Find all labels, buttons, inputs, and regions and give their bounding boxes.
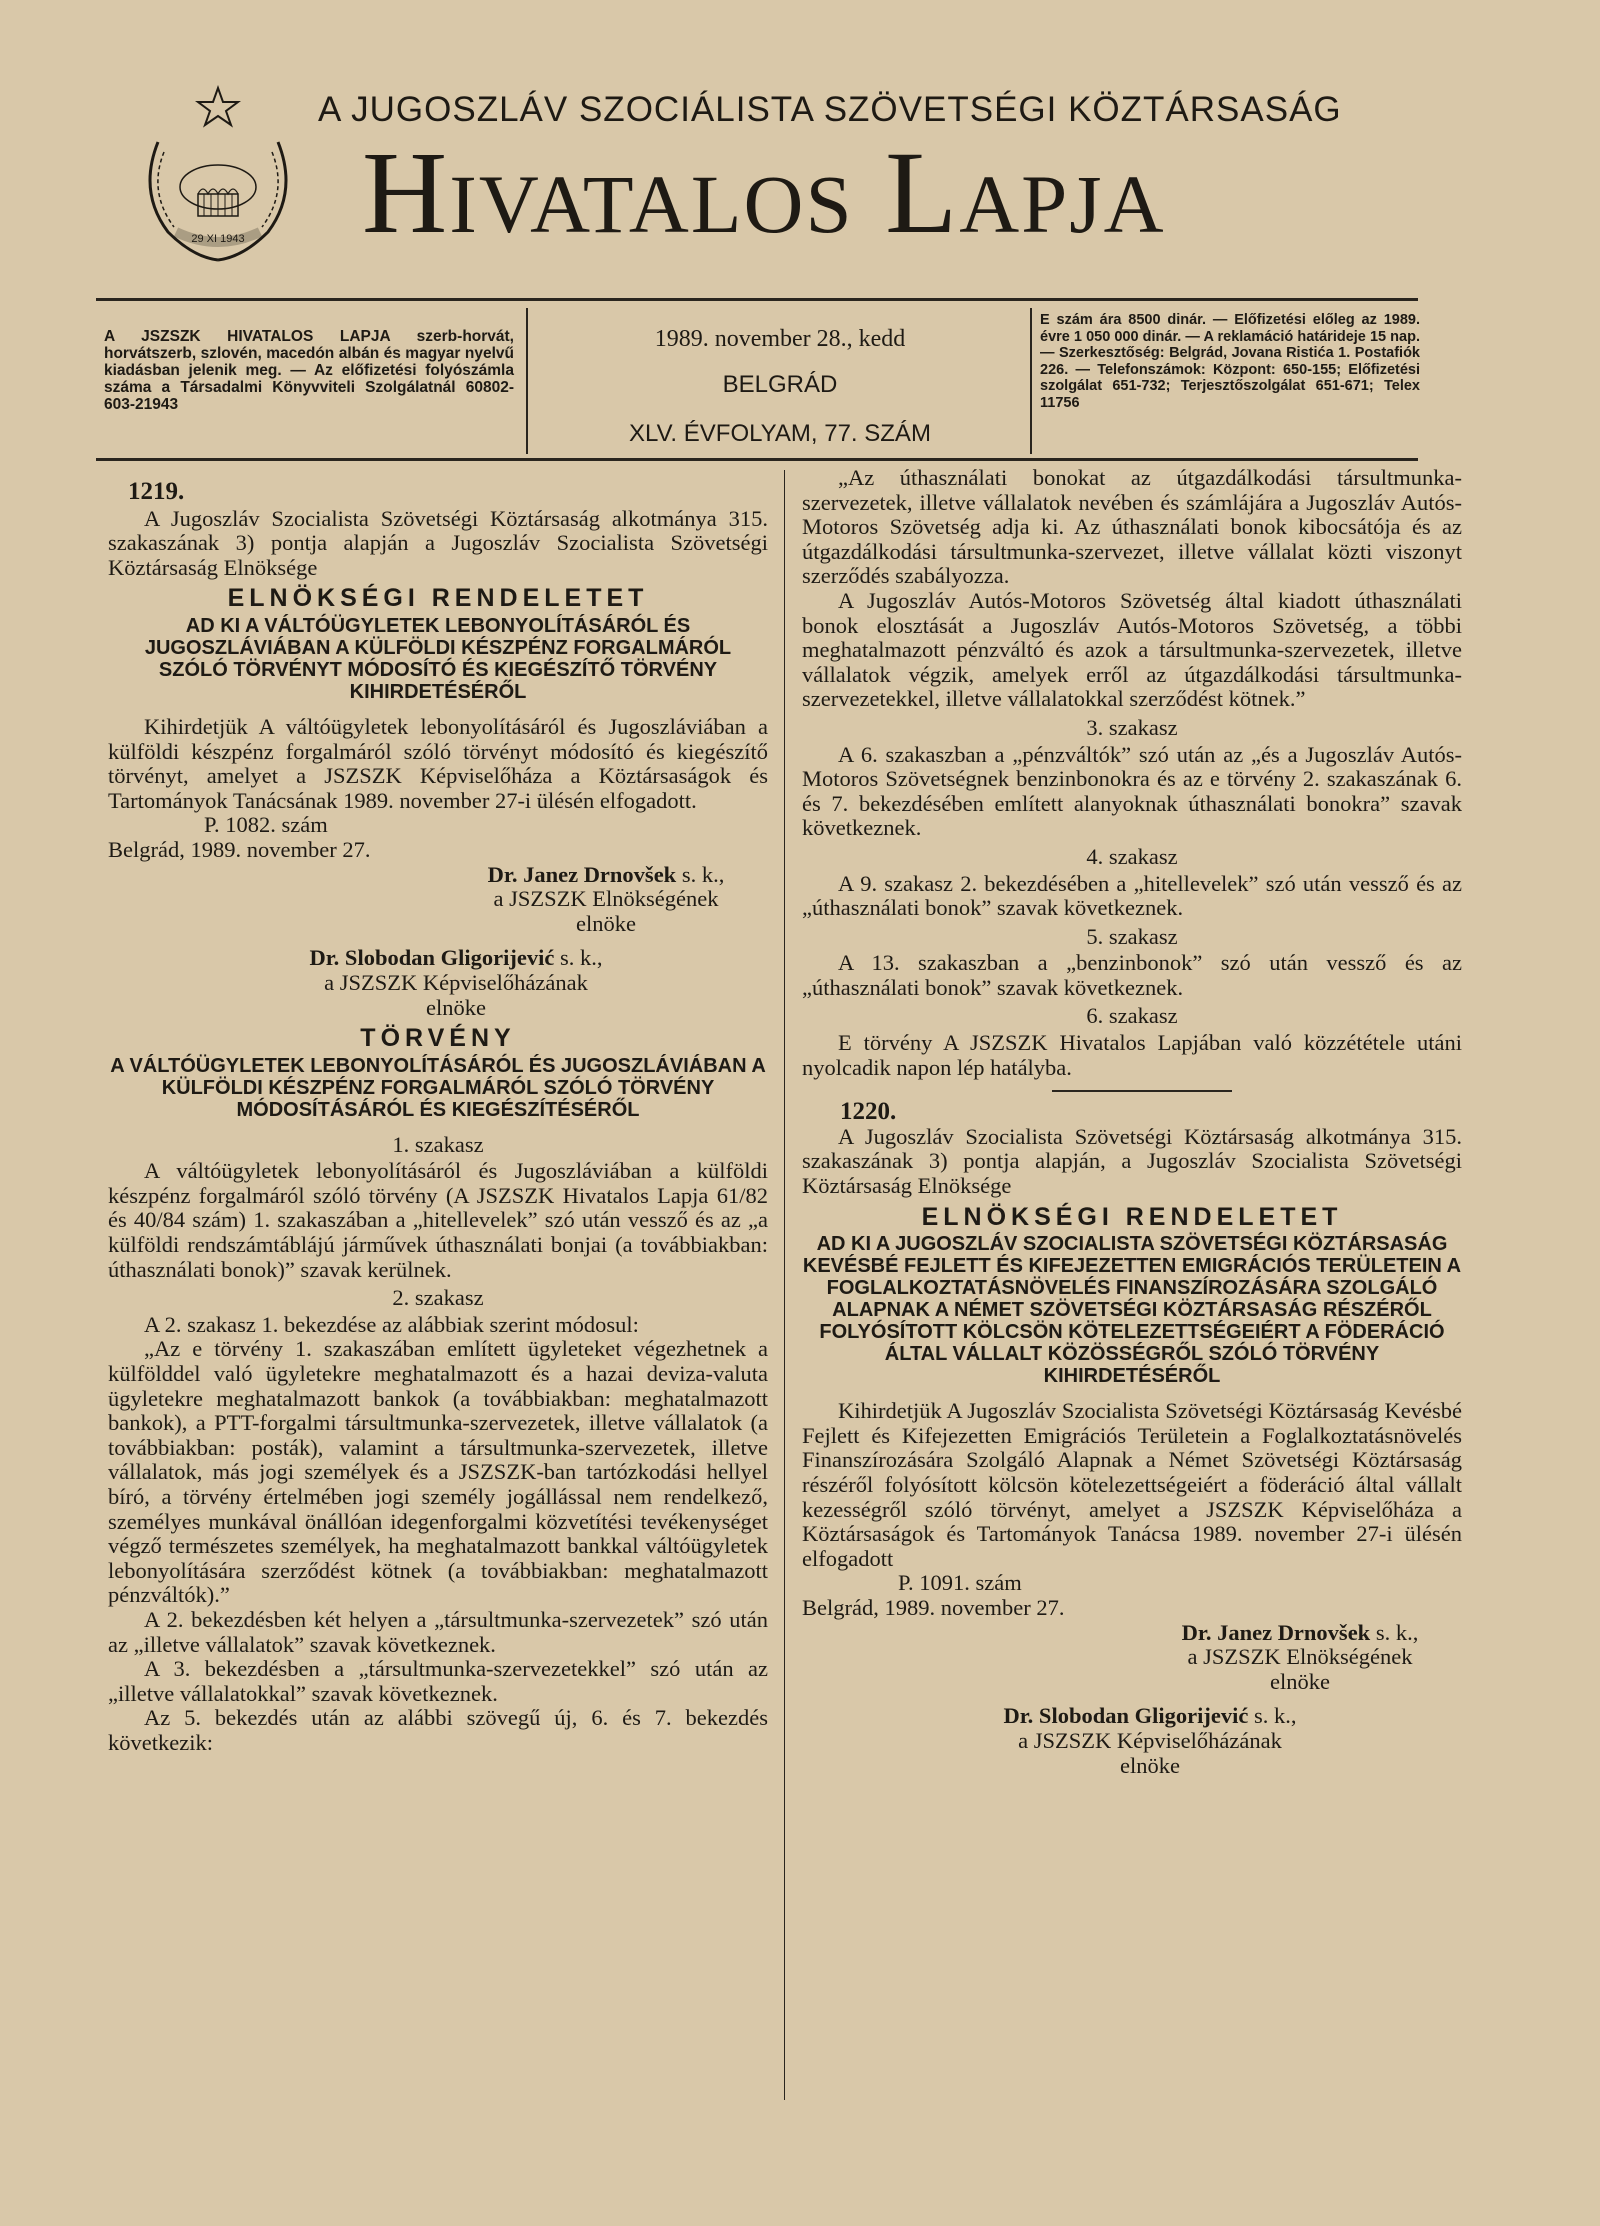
- signature-2-title: elnöke: [426, 994, 486, 1020]
- section-6-label: 6. szakasz: [1086, 1003, 1178, 1029]
- masthead-rule: [96, 298, 1418, 301]
- continued-p1: „Az úthasználati bonokat az útgazdálkodási társultmunka-szervezetek, illetve vállalatok nevében és számlájára a Jugoszláv Autós-Motoros Szövetség adja ki. Az úthasználati bonok kibocsátója és az útgazdálkodási társultmunka-szervezet, illetve vállalat közti viszonyt szerződés szabályozza.: [802, 465, 1462, 589]
- section-5-label: 5. szakasz: [1086, 923, 1178, 949]
- signature-4-title: elnöke: [1120, 1752, 1180, 1778]
- section-3-label: 3. szakasz: [1086, 714, 1178, 740]
- right-column: [802, 466, 1462, 1778]
- signature-3: [1102, 1621, 1462, 1646]
- left-column: [108, 480, 768, 1756]
- law-title: A VÁLTÓÜGYLETEK LEBONYOLÍTÁSÁRÓL ÉS JUGOSZLÁVIÁBAN A KÜLFÖLDI KÉSZPÉNZ FORGALMÁRÓL SZÓLÓ TÖRVÉNY MÓDOSÍTÁSÁRÓL ÉS KIEGÉSZÍTÉSÉRŐL: [110, 1054, 766, 1121]
- main-title: Hivatalos Lapja: [362, 127, 1166, 258]
- intro-paragraph-2: A Jugoszláv Szocialista Szövetségi Köztársaság alkotmánya 315. szakaszának 3) pontja alapján, a Jugoszláv Szocialista Szövetségi Köztársaság Elnöksége: [802, 1123, 1462, 1199]
- info-divider-right: [1030, 308, 1032, 454]
- section-2-label: 2. szakasz: [392, 1285, 484, 1311]
- signature-4: [802, 1704, 1462, 1729]
- section-4-text: A 9. szakasz 2. bekezdésében a „hitellevelek” szó után vessző és az „úthasználati bonok” szavak következnek.: [802, 870, 1462, 921]
- info-rule-bottom: [96, 458, 1418, 461]
- decree-heading: ELNÖKSÉGI RENDELETET: [227, 584, 649, 613]
- signature-3-role: a JSZSZK Elnökségének: [1187, 1644, 1413, 1670]
- price-info: E szám ára 8500 dinár. — Előfizetési előleg az 1989. évre 1 050 000 dinár. — A reklamáció határideje 15 nap. — Szerkesztőség: Belgrád, Jovana Ristića 1. Postafiók 226. — Telefonszámok: Központ: 650-155; Előfizetési szolgálat 651-732; Terjesztőszolgálat 651-671; Telex 11756: [1040, 312, 1420, 411]
- signature-2-name: Dr. Slobodan Gligorijević: [309, 945, 555, 971]
- signature-1-title: elnöke: [576, 910, 636, 936]
- signature-1-role: a JSZSZK Elnökségének: [493, 886, 719, 912]
- section-2-p2: „Az e törvény 1. szakaszában említett ügyleteket végezhetnek a külfölddel való ügyletekre meghatalmazott és a hazai deviza-valuta ügyletekre meghatalmazott bankok (a továbbiakban: meghatalmazott bankok), a PTT-forgalmi társultmunka-szervezetek, illetve vállalatok (a továbbiakban: posták), valamint a társultmunka-szervezetek, illetve vállalatok, más jogi személyek és a JSZSZK-ban tartózkodási hellyel bíró, a törvény értelmében jogi személy jogállással nem rendelkező, személyes munkával önállóan idegenforgalmi közvetítési tevékenységet végző természetes személyek, ha meghatalmazott bankkal váltóügyletek lebonyolítására szerződést kötnek (a továbbiakban: meghatalmazott pénzváltók).”: [108, 1336, 768, 1608]
- promulgation-paragraph-2: Kihirdetjük A Jugoszláv Szocialista Szövetségi Köztársaság Kevésbé Fejlett és Kifejezetten Emigrációs Területein a Foglalkoztatásnövelés Finanszírozására Szolgáló Alapnak a Német Szövetségi Köztársaság részéről folyósított kölcsön kötelezettségeiért a föderáció által vállalt kezességről szóló törvényt, amelyet a JSZSZK Képviselőháza a Köztársaságok és Tartományok Tanácsa 1989. november 27-i ülésén elfogadott: [802, 1398, 1462, 1571]
- place-date: Belgrád, 1989. november 27.: [108, 836, 371, 862]
- signature-3-title: elnöke: [1270, 1668, 1330, 1694]
- intro-paragraph: A Jugoszláv Szocialista Szövetségi Köztársaság alkotmánya 315. szakaszának 3) pontja alapján a Jugoszláv Szocialista Szövetségi Köztársaság Elnöksége: [108, 505, 768, 580]
- column-divider: [784, 470, 785, 2100]
- decree-heading-2: ELNÖKSÉGI RENDELETET: [921, 1202, 1343, 1231]
- section-4-label: 4. szakasz: [1086, 843, 1178, 869]
- signature-2: [108, 946, 768, 971]
- act-number-1219: 1219.: [128, 478, 185, 505]
- law-heading: TÖRVÉNY: [360, 1024, 516, 1053]
- signature-1-suffix: s. k.,: [676, 861, 725, 887]
- signature-3-suffix: s. k.,: [1370, 1619, 1419, 1645]
- section-5-text: A 13. szakaszban a „benzinbonok” szó után vessző és az „úthasználati bonok” szavak következnek.: [802, 950, 1462, 1000]
- decree-subheading: AD KI A VÁLTÓÜGYLETEK LEBONYOLÍTÁSÁRÓL ÉS JUGOSZLÁVIÁBAN A KÜLFÖLDI KÉSZPÉNZ FORGALMÁRÓL SZÓLÓ TÖRVÉNYT MÓDOSÍTÓ ÉS KIEGÉSZÍTŐ TÖRVÉNY KIHIRDETÉSÉRŐL: [144, 614, 732, 703]
- signature-4-role: a JSZSZK Képviselőházának: [1018, 1727, 1282, 1753]
- coat-of-arms-emblem: [128, 82, 308, 272]
- promulgation-paragraph: Kihirdetjük A váltóügyletek lebonyolításáról és Jugoszláviában a külföldi készpénz forgalmáról szóló törvényt módosító és kiegészítő törvényt, amelyet a JSZSZK Képviselőháza a Köztársaságok és Tartományok Tanácsának 1989. november 27-i ülésén elfogadott.: [108, 713, 768, 813]
- separator-rule: [1052, 1090, 1232, 1092]
- subscription-info: A JSZSZK HIVATALOS LAPJA szerb-horvát, horvátszerb, szlovén, macedón albán és magyar nyelvű kiadásban jelenik meg. — Az előfizetési folyószámla száma a Társadalmi Könyvviteli Szolgálatnál 60802-603-21943: [104, 328, 514, 413]
- signature-1: [408, 863, 768, 888]
- section-2-p1: A 2. szakasz 1. bekezdése az alábbiak szerint módosul:: [144, 1311, 639, 1337]
- signature-3-name: Dr. Janez Drnovšek: [1181, 1619, 1371, 1645]
- section-3-text: A 6. szakaszban a „pénzváltók” szó után az „és a Jugoszláv Autós-Motoros Szövetségnek benzinbonokra és az e törvény 2. szakaszának 6. és 7. bekezdésében említett alanyoknak úthasználati bonokra” szavak következnek.: [802, 741, 1462, 841]
- issue-place: BELGRÁD: [722, 371, 838, 399]
- signature-1-name: Dr. Janez Drnovšek: [487, 861, 677, 887]
- act-number-1220: 1220.: [840, 1098, 897, 1126]
- continued-p2: A Jugoszláv Autós-Motoros Szövetség által kiadott úthasználati bonok elosztását a Jugoszláv Autós-Motoros Szövetség, a többi meghatalmazott pénzváltó és azok a társultmunka-szervezetek, illetve vállalatok végzik, amelyek erről az útgazdálkodási társultmunka-szervezetekkel, illetve vállalatokkal szerződést kötnek.”: [802, 587, 1462, 712]
- issue-date: 1989. november 28., kedd: [654, 326, 906, 352]
- top-title: A JUGOSZLÁV SZOCIÁLISTA SZÖVETSÉGI KÖZTÁRSASÁG: [318, 90, 1342, 129]
- issue-info: [530, 322, 1030, 447]
- signature-4-suffix: s. k.,: [1248, 1703, 1297, 1729]
- signature-2-suffix: s. k.,: [554, 945, 603, 971]
- section-2-p5: Az 5. bekezdés után az alábbi szövegű új, 6. és 7. bekezdés következik:: [108, 1705, 768, 1755]
- section-1-label: 1. szakasz: [392, 1131, 484, 1157]
- info-divider-left: [526, 308, 528, 454]
- signature-2-role: a JSZSZK Képviselőházának: [324, 969, 588, 995]
- issue-number: XLV. ÉVFOLYAM, 77. SZÁM: [629, 419, 931, 447]
- reference-number-2: P. 1091. szám: [898, 1570, 1022, 1596]
- decree-subheading-2: AD KI A JUGOSZLÁV SZOCIALISTA SZÖVETSÉGI KÖZTÁRSASÁG KEVÉSBÉ FEJLETT ÉS KIFEJEZETTEN EMIGRÁCIÓS TERÜLETEIN A FOGLALKOZTATÁSNÖVELÉS FINANSZÍROZÁSÁRA SZOLGÁLÓ ALAPNAK A NÉMET SZÖVETSÉGI KÖZTÁRSASÁG RÉSZÉRŐL FOLYÓSÍTOTT KÖLCSÖN KÖTELEZETTSÉGEIÉRT A FÖDERÁCIÓ ÁLTAL VÁLLALT KÖZÖSSÉGRŐL SZÓLÓ TÖRVÉNY KIHIRDETÉSÉRŐL: [802, 1233, 1462, 1388]
- reference-number: P. 1082. szám: [204, 812, 328, 838]
- section-2-p4: A 3. bekezdésben a „társultmunka-szervezetekkel” szó után az „illetve vállalatokkal” szavak következnek.: [108, 1656, 768, 1706]
- emblem-date: 29 XI 1943: [191, 233, 245, 245]
- place-date-2: Belgrád, 1989. november 27.: [802, 1594, 1065, 1620]
- signature-4-name: Dr. Slobodan Gligorijević: [1003, 1703, 1249, 1729]
- section-6-text: E törvény A JSZSZK Hivatalos Lapjában való közzététele utáni nyolcadik napon lép hatályba.: [802, 1030, 1462, 1080]
- section-2-p3: A 2. bekezdésben két helyen a „társultmunka-szervezetek” szó után az „illetve vállalatok” szavak következnek.: [108, 1606, 768, 1657]
- section-1-text: A váltóügyletek lebonyolításáról és Jugoszláviában a külföldi készpénz forgalmáról szóló törvény (A JSZSZK Hivatalos Lapja 61/82 és 40/84 szám) 1. szakaszában a „hitellevelek” szó után vessző és az „a külföldi rendszámtáblájú járművek úthasználati bonjai (a továbbiakban: úthasználati bonok)” szavak kerülnek.: [108, 1158, 768, 1282]
